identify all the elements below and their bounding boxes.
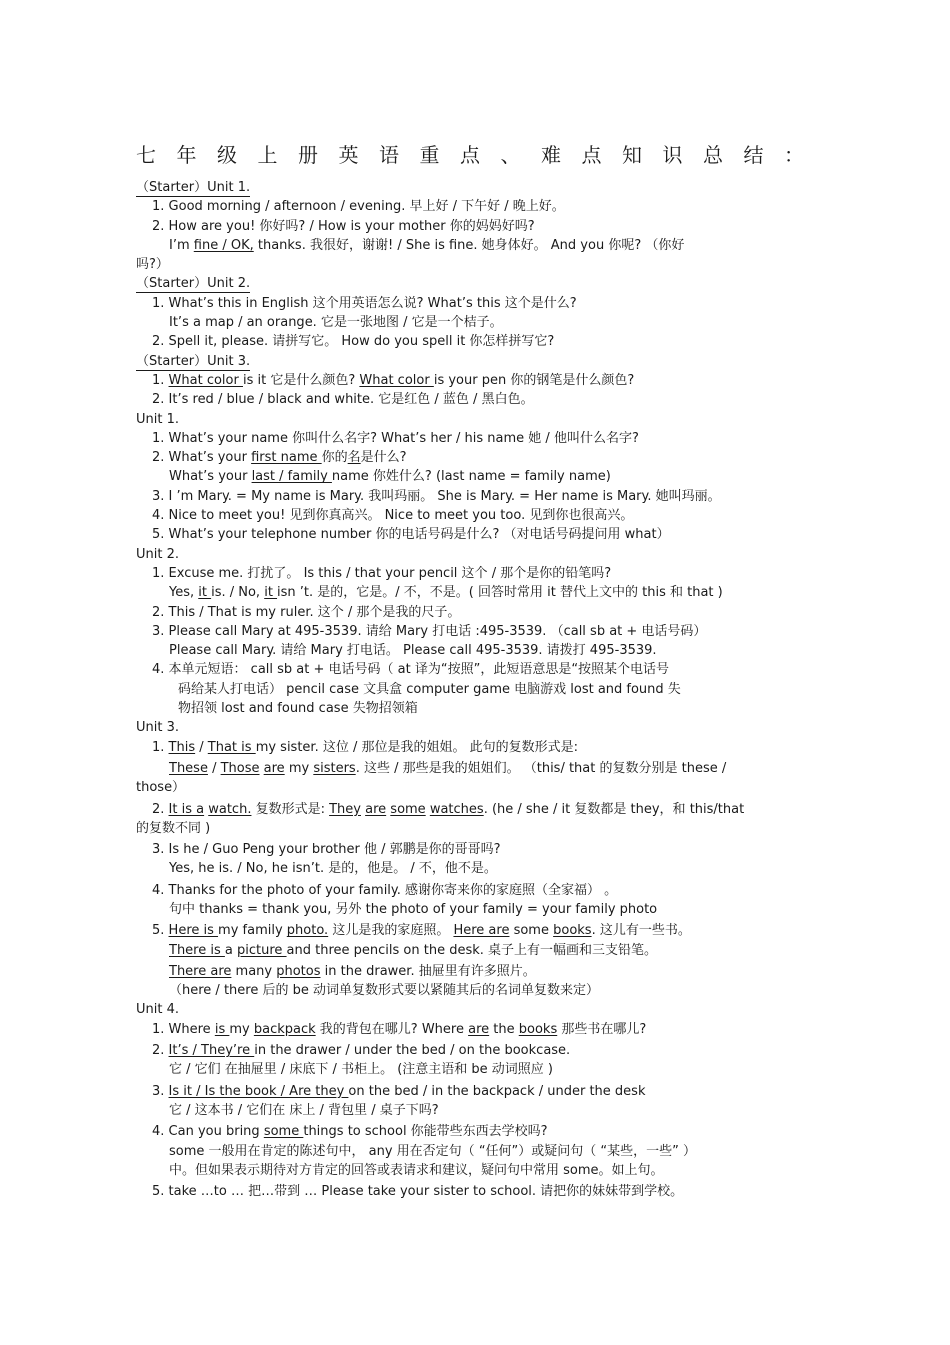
note-line: 句中 thanks = thank you, 另外 the photo of your family = your family photo	[169, 901, 658, 917]
note-line: 3. Is he / Guo Peng your brother 他 / 郭鹏是你的哥哥吗?	[152, 842, 501, 858]
underlined-phrase: are	[263, 760, 285, 776]
note-line: 3. Is it / Is the book / Are they on the bed / in the backpack / under the desk	[152, 1083, 646, 1099]
underlined-phrase: 名	[347, 450, 361, 466]
underlined-phrase: Here are	[453, 923, 510, 939]
note-line: 5. take …to … 把…带到 … Please take your sister to school. 请把你的妹妹带到学校。	[152, 1184, 684, 1200]
section-heading: （Starter）Unit 3.	[136, 353, 251, 369]
note-line: 3. I ’m Mary. = My name is Mary. 我叫玛丽。 She is Mary. = Her name is Mary. 她叫玛丽。	[152, 488, 721, 504]
underlined-phrase: last / family	[251, 469, 332, 485]
section-heading: （Starter）Unit 1.	[136, 180, 251, 195]
section-heading: Unit 3.	[136, 720, 179, 736]
note-line: 3. Please call Mary at 495-3539. 请给 Mary 打电话 :495-3539. （call sb at + 电话号码）	[152, 623, 707, 639]
note-line: 2. How are you! 你好吗? / How is your mother 你的妈妈好吗?	[152, 218, 535, 234]
underlined-phrase: watches	[429, 801, 484, 817]
section-heading: Unit 2.	[136, 546, 179, 562]
underlined-phrase: It’s / They’re	[168, 1043, 255, 1059]
note-line: 它 / 这本书 / 它们在 床上 / 背包里 / 桌子下吗?	[169, 1102, 439, 1118]
underlined-phrase: It is a	[168, 801, 205, 817]
section-heading: （Starter）Unit 2.	[136, 276, 251, 292]
underlined-phrase: That is	[207, 739, 256, 755]
note-line: These / Those are my sisters. 这些 / 那些是我的姐姐们。 （this/ that 的复数分别是 these /	[169, 760, 727, 776]
section-heading: Unit 1.	[136, 411, 179, 427]
note-line: I’m fine / OK, thanks. 我很好，谢谢! / She is fine. 她身体好。 And you 你呢? （你好	[169, 237, 685, 253]
note-line: 中。但如果表示期待对方肯定的回答或表请求和建议，疑问句中常用 some。如上句。	[169, 1162, 664, 1178]
note-line: 1. What color is it 它是什么颜色? What color is your pen 你的钢笔是什么颜色?	[152, 372, 635, 388]
note-line: 吗?）	[136, 257, 169, 273]
note-line: There is a picture and three pencils on the desk. 桌子上有一幅画和三支铅笔。	[169, 942, 658, 958]
note-line: 4. Can you bring some things to school 你能带些东西去学校吗?	[152, 1124, 548, 1140]
note-line: There are many photos in the drawer. 抽屉里有许多照片。	[169, 963, 536, 979]
underlined-phrase: books	[553, 923, 592, 939]
section-heading: Unit 4.	[136, 1002, 179, 1018]
note-line: 5. Here is my family photo. 这儿是我的家庭照。 Here are some books. 这儿有一些书。	[152, 923, 691, 939]
underlined-phrase: books	[518, 1021, 558, 1037]
underlined-phrase: picture	[237, 942, 287, 958]
underlined-phrase: fine / OK,	[193, 237, 254, 253]
note-line: 2. Spell it, please. 请拼写它。 How do you spell it 你怎样拼写它?	[152, 334, 555, 350]
note-line: some 一般用在肯定的陈述句中， any 用在否定句（ “任何”）或疑问句（ “某些，一些” ）	[169, 1143, 697, 1159]
underlined-phrase: it	[264, 585, 278, 601]
note-line: those）	[136, 780, 186, 796]
underlined-phrase: Is it / Is the book / Are they	[168, 1083, 349, 1099]
note-line: What’s your last / family name 你姓什么? (last name = family name)	[169, 469, 611, 485]
underlined-phrase: There are	[169, 963, 232, 979]
underlined-phrase: first name	[251, 450, 322, 466]
note-line: 1. Good morning / afternoon / evening. 早上好 / 下午好 / 晚上好。	[152, 199, 565, 215]
underlined-phrase: watch.	[208, 801, 252, 817]
underlined-phrase: backpack	[253, 1021, 316, 1037]
note-line: It’s a map / an orange. 它是一张地图 / 它是一个桔子。	[169, 315, 503, 331]
note-line: 4. Thanks for the photo of your family. 感谢你寄来你的家庭照（全家福） 。	[152, 882, 618, 898]
underlined-phrase: is	[214, 1021, 230, 1037]
underlined-phrase: What color	[359, 372, 434, 388]
notes-page	[136, 140, 825, 1201]
note-line: 它 / 它们 在抽屉里 / 床底下 / 书柜上。 (注意主语和 be 动词照应 )	[169, 1062, 553, 1078]
underlined-phrase: are	[365, 801, 387, 817]
note-line: Yes, he is. / No, he isn’t. 是的，他是。 / 不，他不是。	[169, 861, 497, 877]
underlined-phrase: some	[390, 801, 426, 817]
underlined-phrase: What color	[168, 372, 243, 388]
underlined-phrase: sisters	[313, 760, 356, 776]
underlined-phrase: it	[198, 585, 212, 601]
note-line: Please call Mary. 请给 Mary 打电话。 Please call 495-3539. 请拨打 495-3539.	[169, 643, 657, 659]
underlined-phrase: Here is	[168, 923, 219, 939]
underlined-phrase: These	[169, 760, 208, 776]
underlined-phrase: photos	[276, 963, 321, 979]
note-line: 4. Nice to meet you! 见到你真高兴。 Nice to meet you too. 见到你也很高兴。	[152, 508, 634, 524]
underlined-phrase: photo.	[286, 923, 329, 939]
note-line: 1. Excuse me. 打扰了。 Is this / that your pencil 这个 / 那个是你的铅笔吗?	[152, 565, 612, 581]
underlined-phrase: There is	[169, 942, 225, 958]
note-line: 的复数不同 )	[136, 820, 211, 836]
note-line: 2. What’s your first name 你的名是什么?	[152, 450, 407, 466]
note-line: 5. What’s your telephone number 你的电话号码是什么? （对电话号码提问用 what）	[152, 527, 670, 543]
note-line: 1. This / That is my sister. 这位 / 那位是我的姐姐。 此句的复数形式是:	[152, 739, 579, 755]
note-line: 4. 本单元短语： call sb at + 电话号码（ at 译为“按照”，此短语意思是“按照某个电话号	[152, 662, 670, 678]
underlined-phrase: some	[263, 1124, 304, 1140]
note-line: 1. What’s your name 你叫什么名字? What’s her / his name 她 / 他叫什么名字?	[152, 430, 639, 446]
note-line: 1. What’s this in English 这个用英语怎么说? What’s this 这个是什么?	[152, 295, 577, 311]
underlined-phrase: They	[329, 801, 361, 817]
note-line: 1. Where is my backpack 我的背包在哪儿? Where are the books 那些书在哪儿?	[152, 1021, 647, 1037]
note-line: 2. It’s / They’re in the drawer / under the bed / on the bookcase.	[152, 1043, 571, 1059]
note-line: 2. It’s red / blue / black and white. 它是红色 / 蓝色 / 黑白色。	[152, 392, 534, 408]
note-line: 2. This / That is my ruler. 这个 / 那个是我的尺子。	[152, 604, 461, 620]
note-line: Yes, it is. / No, it isn ’t. 是的，它是。/ 不，不是。( 回答时常用 it 替代上文中的 this 和 that )	[169, 585, 723, 601]
note-line: 码给某人打电话） pencil case 文具盒 computer game 电脑游戏 lost and found 失	[178, 681, 681, 697]
underlined-phrase: Those	[220, 760, 260, 776]
note-line: （here / there 后的 be 动词单复数形式要以紧随其后的名词单复数来定）	[169, 983, 599, 999]
underlined-phrase: are	[468, 1021, 490, 1037]
note-line: 2. It is a watch. 复数形式是: They are some watches. (he / she / it 复数都是 they，和 this/that	[152, 801, 745, 817]
page-title: 七年级上册英语重点、难点知识总结：	[136, 143, 825, 167]
underlined-phrase: This	[168, 739, 196, 755]
note-line: 物招领 lost and found case 失物招领箱	[178, 701, 418, 717]
